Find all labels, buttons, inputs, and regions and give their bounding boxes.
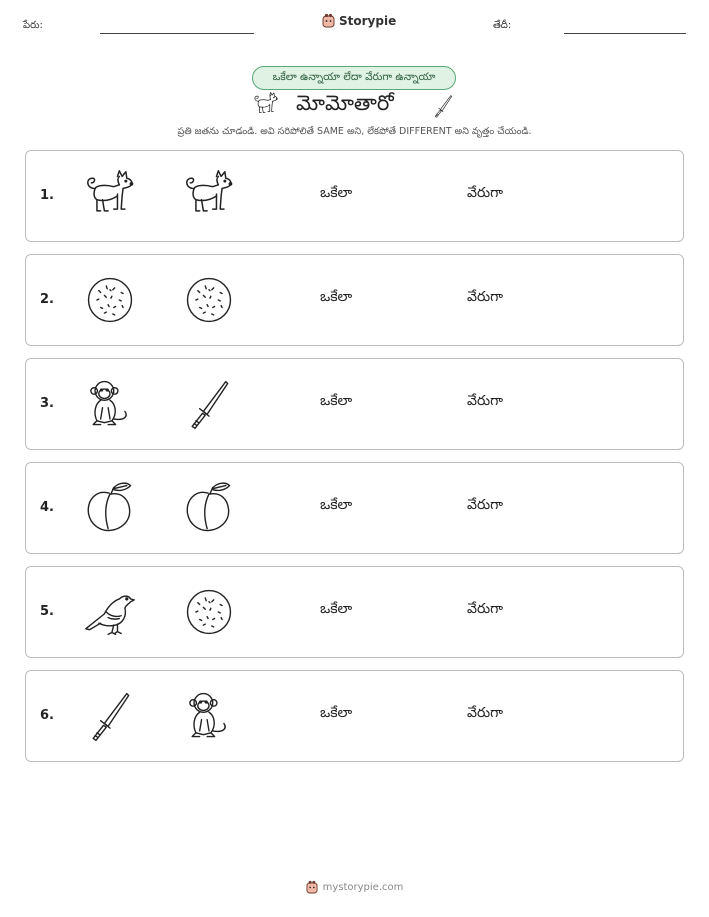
brand-name: Storypie — [339, 13, 397, 28]
question-row — [25, 670, 684, 762]
question-number: 5. — [40, 604, 54, 619]
sword-icon — [82, 687, 138, 745]
footer-url[interactable]: mystorypie.com — [322, 881, 404, 893]
pheasant-icon — [82, 583, 138, 641]
question-row — [25, 566, 684, 658]
footer — [0, 880, 709, 894]
sword-icon — [181, 375, 237, 433]
date-line[interactable] — [564, 33, 686, 34]
activity-pill: ఒకేలా ఉన్నాయా లేదా వేరుగా ఉన్నాయా — [252, 66, 456, 90]
brand[interactable] — [322, 13, 396, 28]
same-option[interactable]: ఒకేలా — [320, 705, 353, 721]
same-option[interactable]: ఒకేలా — [320, 393, 353, 409]
different-option[interactable]: వేరుగా — [467, 289, 503, 305]
different-option[interactable]: వేరుగా — [467, 601, 503, 617]
question-row — [25, 358, 684, 450]
different-option[interactable]: వేరుగా — [467, 705, 503, 721]
same-option[interactable]: ఒకేలా — [320, 601, 353, 617]
dog-icon — [181, 167, 237, 225]
peach-icon — [181, 479, 237, 537]
different-option[interactable]: వేరుగా — [467, 497, 503, 513]
question-number: 4. — [40, 500, 54, 515]
name-label: పేరు: — [23, 20, 43, 31]
monkey-icon — [82, 375, 138, 433]
rice-dumpling-icon — [181, 583, 237, 641]
rice-dumpling-icon — [82, 271, 138, 329]
same-option[interactable]: ఒకేలా — [320, 289, 353, 305]
name-line[interactable] — [100, 33, 254, 34]
rice-dumpling-icon — [181, 271, 237, 329]
question-row — [25, 150, 684, 242]
question-row — [25, 254, 684, 346]
question-row — [25, 462, 684, 554]
question-number: 3. — [40, 396, 54, 411]
same-option[interactable]: ఒకేలా — [320, 497, 353, 513]
same-option[interactable]: ఒకేలా — [320, 185, 353, 201]
date-label: తేదీ: — [493, 20, 512, 31]
question-number: 2. — [40, 292, 54, 307]
different-option[interactable]: వేరుగా — [467, 393, 503, 409]
monkey-icon — [181, 687, 237, 745]
different-option[interactable]: వేరుగా — [467, 185, 503, 201]
peach-icon — [82, 479, 138, 537]
sword-icon — [430, 92, 456, 120]
storypie-logo-icon — [306, 880, 318, 894]
storypie-logo-icon — [322, 13, 335, 28]
dog-icon — [252, 91, 280, 119]
worksheet-title: మోమోతారో — [296, 91, 394, 115]
question-number: 6. — [40, 708, 54, 723]
question-number: 1. — [40, 188, 54, 203]
dog-icon — [82, 167, 138, 225]
instructions: ప్రతి జతను చూడండి. అవి సరిపోలితే SAME అని, లేకపోతే DIFFERENT అని వృత్తం చేయండి. — [177, 126, 532, 137]
